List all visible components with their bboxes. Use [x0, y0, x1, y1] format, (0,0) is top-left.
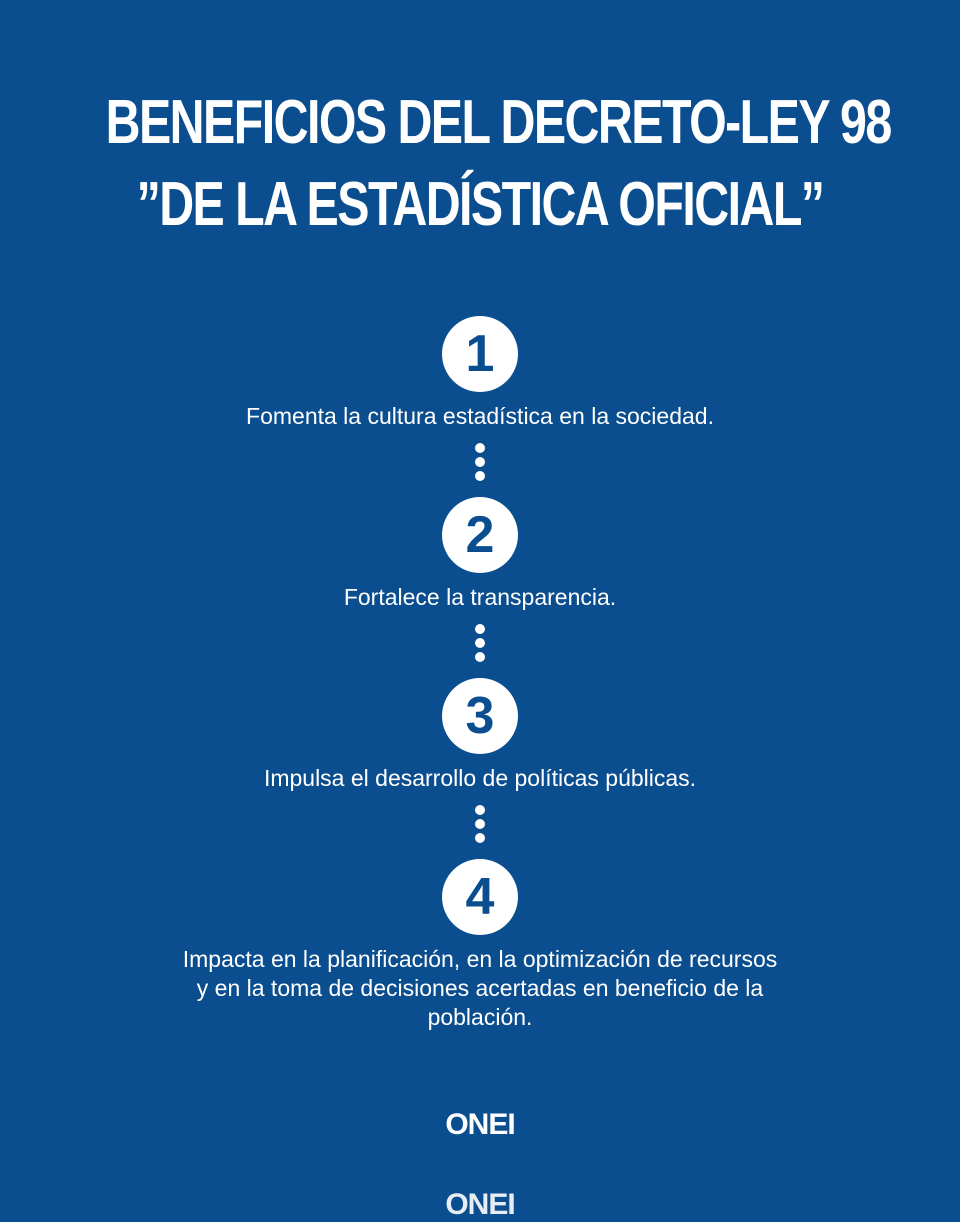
dotted-connector: [0, 803, 960, 845]
title-line-1: BENEFICIOS DEL DECRETO-LEY 98: [105, 88, 891, 157]
step-number-badge: 1: [442, 316, 518, 392]
step-number-badge: 2: [442, 497, 518, 573]
step-number-badge: 3: [442, 678, 518, 754]
onei-logo-partial: ONEI: [445, 1188, 515, 1221]
benefit-text: Fortalece la transparencia.: [343, 584, 617, 610]
page-title: [105, 82, 891, 246]
benefits-list: [0, 316, 960, 1032]
title-line-2: ”DE LA ESTADÍSTICA OFICIAL”: [136, 170, 824, 239]
benefit-item-1: [0, 316, 960, 431]
benefit-item-4: [0, 859, 960, 1032]
benefit-item-3: [0, 678, 960, 793]
benefit-text: Fomenta la cultura estadística en la sociedad.: [246, 403, 714, 429]
step-number-badge: 4: [442, 859, 518, 935]
benefit-item-2: [0, 497, 960, 612]
onei-logo: ONEI: [445, 1108, 515, 1141]
dotted-connector: [0, 622, 960, 664]
benefit-text: Impulsa el desarrollo de políticas públicas.: [263, 765, 697, 791]
benefit-text: Impacta en la planificación, en la optimización de recursos y en la toma de decisiones acertadas en beneficio de la población.: [182, 946, 778, 1030]
dotted-connector: [0, 441, 960, 483]
